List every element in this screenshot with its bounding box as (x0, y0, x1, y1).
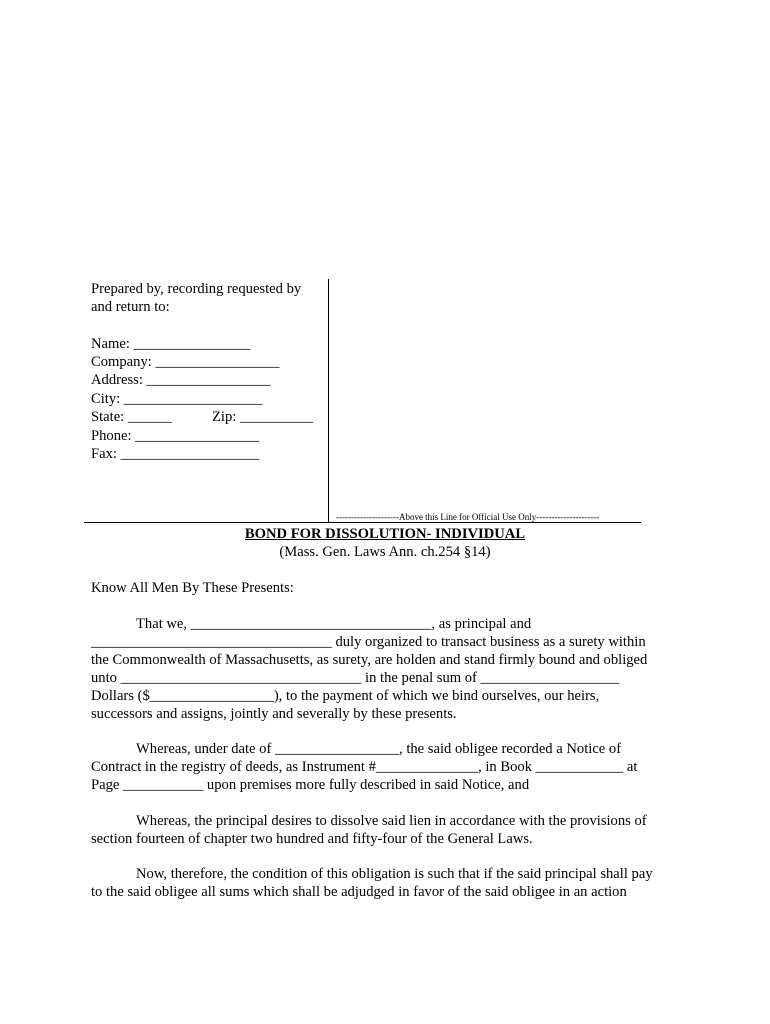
prepared-by-line1: Prepared by, recording requested by (91, 281, 302, 297)
paragraph-1-line: Dollars ($_________________), to the payment of which we bind ourselves, our heirs, (91, 688, 600, 704)
phone-field: Phone: _________________ (91, 428, 260, 444)
paragraph-1-line: unto _________________________________ in the penal sum of ___________________ (91, 670, 620, 686)
paragraph-4-line: Now, therefore, the condition of this obligation is such that if the said principal shall pay (136, 866, 653, 882)
official-use-label: ---------------------Above this Line for Official Use Only--------------------- (336, 512, 600, 522)
paragraph-3-line: Whereas, the principal desires to dissolve said lien in accordance with the provisions of (136, 813, 647, 829)
paragraph-1-line: successors and assigns, jointly and severally by these presents. (91, 706, 457, 722)
paragraph-2-line: Page ___________ upon premises more fully described in said Notice, and (91, 777, 530, 793)
city-field: City: ___________________ (91, 391, 263, 407)
address-field: Address: _________________ (91, 372, 271, 388)
paragraph-2-line: Contract in the registry of deeds, as Instrument #______________, in Book ____________ at (91, 759, 638, 775)
paragraph-4-line: to the said obligee all sums which shall be adjudged in favor of the said obligee in an action (91, 884, 627, 900)
prepared-by-line2: and return to: (91, 299, 170, 315)
state-field: State: ______ (91, 409, 172, 425)
company-field: Company: _________________ (91, 354, 280, 370)
paragraph-2-line: Whereas, under date of _________________, the said obligee recorded a Notice of (136, 741, 622, 757)
paragraph-1-line: the Commonwealth of Massachusetts, as surety, are holden and stand firmly bound and obliged (91, 652, 648, 668)
paragraph-1-line: That we, _________________________________, as principal and (136, 616, 532, 632)
name-field: Name: ________________ (91, 336, 251, 352)
document-subtitle: (Mass. Gen. Laws Ann. ch.254 §14) (279, 544, 491, 560)
greeting: Know All Men By These Presents: (91, 580, 294, 596)
header-divider-vertical (328, 279, 329, 523)
official-use-line (84, 522, 641, 523)
paragraph-1-line: _________________________________ duly organized to transact business as a surety within (91, 634, 646, 650)
document-title: BOND FOR DISSOLUTION- INDIVIDUAL (244, 526, 526, 542)
fax-field: Fax: ___________________ (91, 446, 260, 462)
zip-field: Zip: __________ (212, 409, 313, 425)
paragraph-3-line: section fourteen of chapter two hundred and fifty-four of the General Laws. (91, 831, 533, 847)
